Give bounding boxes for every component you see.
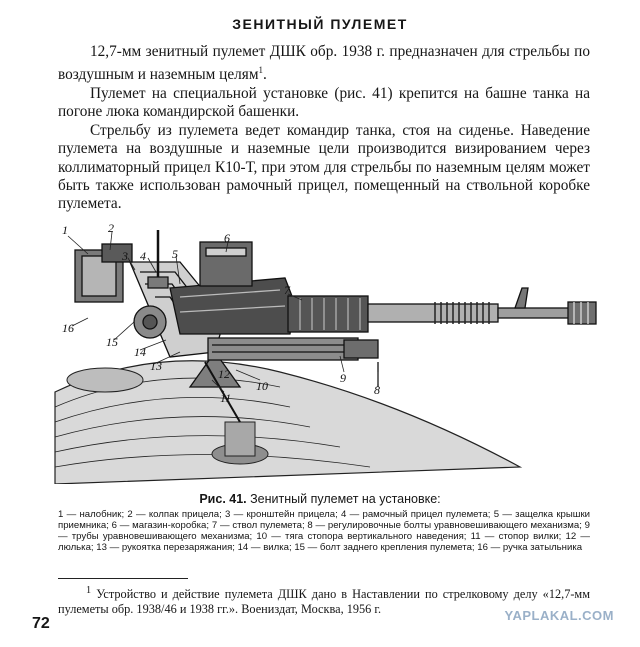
callout-8: 8	[374, 383, 380, 397]
footnote-number: 1	[86, 585, 92, 596]
figure-41	[40, 222, 605, 484]
body-text	[58, 43, 590, 214]
callout-11: 11	[220, 391, 232, 405]
footnote-mark: 1	[258, 65, 264, 76]
figure-caption	[0, 492, 640, 506]
turret-surface	[55, 361, 520, 484]
paragraph-2: Пулемет на специальной установке (рис. 41) крепится на башне танка на погоне люка командирской башенки.	[58, 84, 590, 121]
paragraph-3: Стрельбу из пулемета ведет командир танка, стоя на сиденье. Наведение пулемета на воздушные и наземные цели производится визированием через коллиматорный прицел К10-Т, при этом для стрельбы по наземным целям может быть также использован рамочный прицел, помещенный на ствольной коробке пулемета.	[58, 121, 590, 213]
callout-1: 1	[62, 223, 68, 237]
figure-legend: 1 — налобник; 2 — колпак прицела; 3 — кронштейн прицела; 4 — рамочный прицел пулемета; 5 — защелка крышки приемника; 6 — магазин-коробка; 7 — ствол пулемета; 8 — регулировочные болты уравновешивающего механизма; 9 — трубы уравновешивающего механизма; 10 — тяга стопора вертикального наведения; 11 — стопор вилки; 12 — люлька; 13 — рукоятка перезаряжания; 14 — вилка; 15 — болт заднего крепления пулемета; 16 — ручка затыльника	[58, 509, 590, 554]
callout-10: 10	[256, 379, 268, 393]
callout-6: 6	[224, 231, 230, 245]
callout-2: 2	[108, 222, 114, 235]
callout-9: 9	[340, 371, 346, 385]
footnote-text: Устройство и действие пулемета ДШК дано в Наставлении по стрелковому делу «12,7-мм пулеметы обр. 1938/46 и 1938 гг.». Воениздат, Москва, 1956 г.	[58, 587, 590, 617]
callout-7: 7	[284, 283, 290, 297]
figure-caption-text: Зенитный пулемет на установке:	[250, 492, 441, 506]
callout-14: 14	[134, 345, 146, 359]
callout-13: 13	[150, 359, 162, 373]
callout-4: 4	[140, 249, 146, 263]
footnote-divider	[58, 578, 188, 579]
callout-15: 15	[106, 335, 118, 349]
page-number: 72	[32, 615, 50, 632]
watermark-logo: YAPLAKAL.COM	[504, 608, 614, 623]
gun	[148, 230, 596, 334]
callout-3: 3	[122, 249, 128, 263]
callout-12: 12	[218, 367, 230, 381]
callout-16: 16	[62, 321, 74, 335]
machine-gun-illustration	[40, 222, 605, 484]
paragraph-1: 12,7-мм зенитный пулемет ДШК обр. 1938 г. предназначен для стрельбы по воздушным и наземным целям$^1$.	[58, 43, 590, 84]
figure-caption-label: Рис. 41.	[199, 492, 247, 506]
callout-5: 5	[172, 247, 178, 261]
section-title: ЗЕНИТНЫЙ ПУЛЕМЕТ	[232, 16, 408, 32]
